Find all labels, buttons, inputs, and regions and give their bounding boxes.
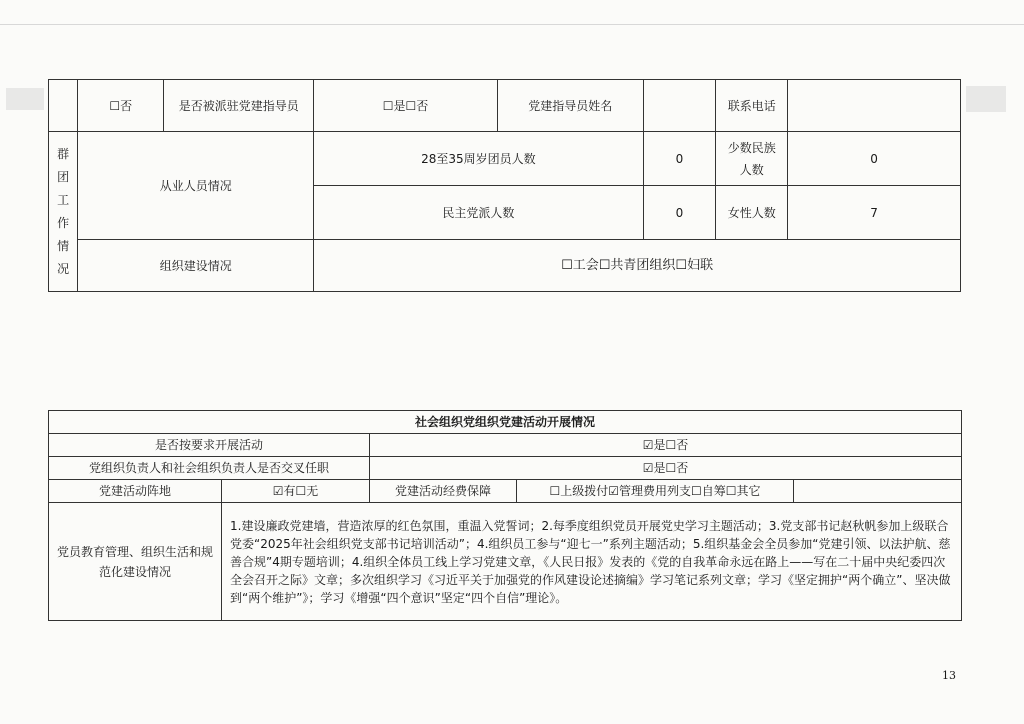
funding-extra-blank [794, 480, 962, 503]
cross-appointment-label: 党组织负责人和社会组织负责人是否交叉任职 [49, 457, 370, 480]
org-building-label: 组织建设情况 [78, 240, 314, 292]
bleed-through-mark [6, 88, 44, 110]
female-count-value: 7 [788, 186, 961, 240]
side-blank-cell [49, 80, 78, 132]
minority-count-label: 少数民族人数 [716, 132, 788, 186]
bleed-through-mark [966, 86, 1006, 112]
activity-venue-label: 党建活动阵地 [49, 480, 222, 503]
funding-checkbox[interactable]: ☐上级拨付☑管理费用列支☐自筹☐其它 [517, 480, 794, 503]
contact-phone-value [788, 80, 961, 132]
cross-appointment-checkbox[interactable]: ☑是☐否 [370, 457, 962, 480]
education-management-content: 1.建设廉政党建墙，营造浓厚的红色氛围，重温入党誓词；2.每季度组织党员开展党史学习主题活动；3.党支部书记赵秋帆参加上级联合党委“2025年社会组织党支部书记培训活动”；4.组织员工参与“迎七一”系列主题活动；5.组织基金会全员参加“党建引领、以法护航、慈善合规”4期专题培训；4.组织全体员工线上学习党建文章，《人民日报》发表的《党的自我革命永远在路上——写在二十届中央纪委四次全会召开之际》文章；多次组织学习《习近平关于加强党的作风建设论述摘编》学习笔记系列文章；学习《坚定拥护“两个确立”、坚决做到“两个维护”》；学习《增强“四个意识”坚定“四个自信”理论》。 [222, 503, 962, 621]
dispatched-instructor-label: 是否被派驻党建指导员 [164, 80, 314, 132]
activity-venue-checkbox[interactable]: ☑有☐无 [222, 480, 370, 503]
staff-situation-label: 从业人员情况 [78, 132, 314, 240]
instructor-name-label: 党建指导员姓名 [497, 80, 643, 132]
activity-required-checkbox[interactable]: ☑是☐否 [370, 434, 962, 457]
democratic-party-label: 民主党派人数 [314, 186, 643, 240]
no-checkbox-cell[interactable]: ☐否 [78, 80, 164, 132]
contact-phone-label: 联系电话 [716, 80, 788, 132]
female-count-label: 女性人数 [716, 186, 788, 240]
instructor-name-value [643, 80, 716, 132]
dispatched-instructor-checkbox[interactable]: ☐是☐否 [314, 80, 498, 132]
funding-label: 党建活动经费保障 [370, 480, 517, 503]
org-building-checkboxes[interactable]: ☐工会☐共青团组织☐妇联 [314, 240, 961, 292]
page-number: 13 [942, 669, 956, 682]
youth-members-value: 0 [643, 132, 716, 186]
page-top-rule [0, 24, 1024, 25]
mass-org-work-table [48, 79, 961, 292]
minority-count-value: 0 [788, 132, 961, 186]
education-management-label: 党员教育管理、组织生活和规范化建设情况 [49, 503, 222, 621]
activity-required-label: 是否按要求开展活动 [49, 434, 370, 457]
section-title: 社会组织党组织党建活动开展情况 [49, 411, 962, 434]
democratic-party-value: 0 [643, 186, 716, 240]
youth-members-label: 28至35周岁团员人数 [314, 132, 643, 186]
mass-org-side-label: 群 团 工 作 情 况 [49, 132, 78, 292]
party-activity-table [48, 410, 962, 621]
